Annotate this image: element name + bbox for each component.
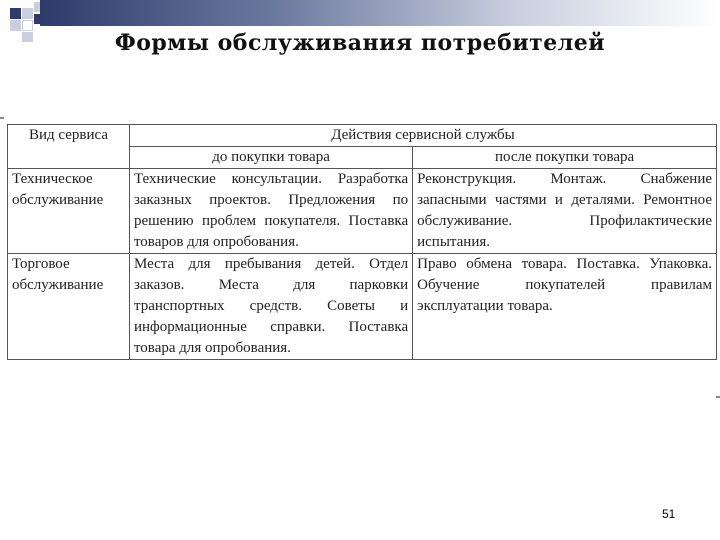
row-service-type: Техническое обслуживание [8,169,130,254]
slide-title: Формы обслуживания потребителей [114,30,606,56]
edge-mark [716,396,720,398]
page-number: 51 [662,507,676,521]
row-after-purchase: Реконструкция. Монтаж. Снабжение запасными частями и деталями. Ремонтное обслуживание. Профилактические испытания. [413,169,717,254]
title-gradient-bar [40,0,720,26]
row-after-purchase: Право обмена товара. Поставка. Упаковка. Обучение покупателей правилам эксплуатации товара. [413,254,717,360]
row-service-type: Торговое обслуживание [8,254,130,360]
header-actions: Действия сервисной службы [129,125,716,147]
edge-mark [0,117,4,119]
header-after-purchase: после покупки товара [413,147,717,169]
header-before-purchase: до покупки товара [129,147,412,169]
row-before-purchase: Технические консультации. Разработка заказных проектов. Предложения по решению проблем покупателя. Поставка товаров для опробования. [129,169,412,254]
table-row [8,254,717,360]
table-header-row [8,125,717,147]
table-row [8,169,717,254]
service-forms-table [7,124,717,360]
deco-square [10,8,21,19]
row-before-purchase: Места для пребывания детей. Отдел заказов. Места для парковки транспортных средств. Советы и информационные справки. Поставка товара для опробования. [129,254,412,360]
header-service-type: Вид сервиса [8,125,130,169]
deco-square [22,8,33,19]
